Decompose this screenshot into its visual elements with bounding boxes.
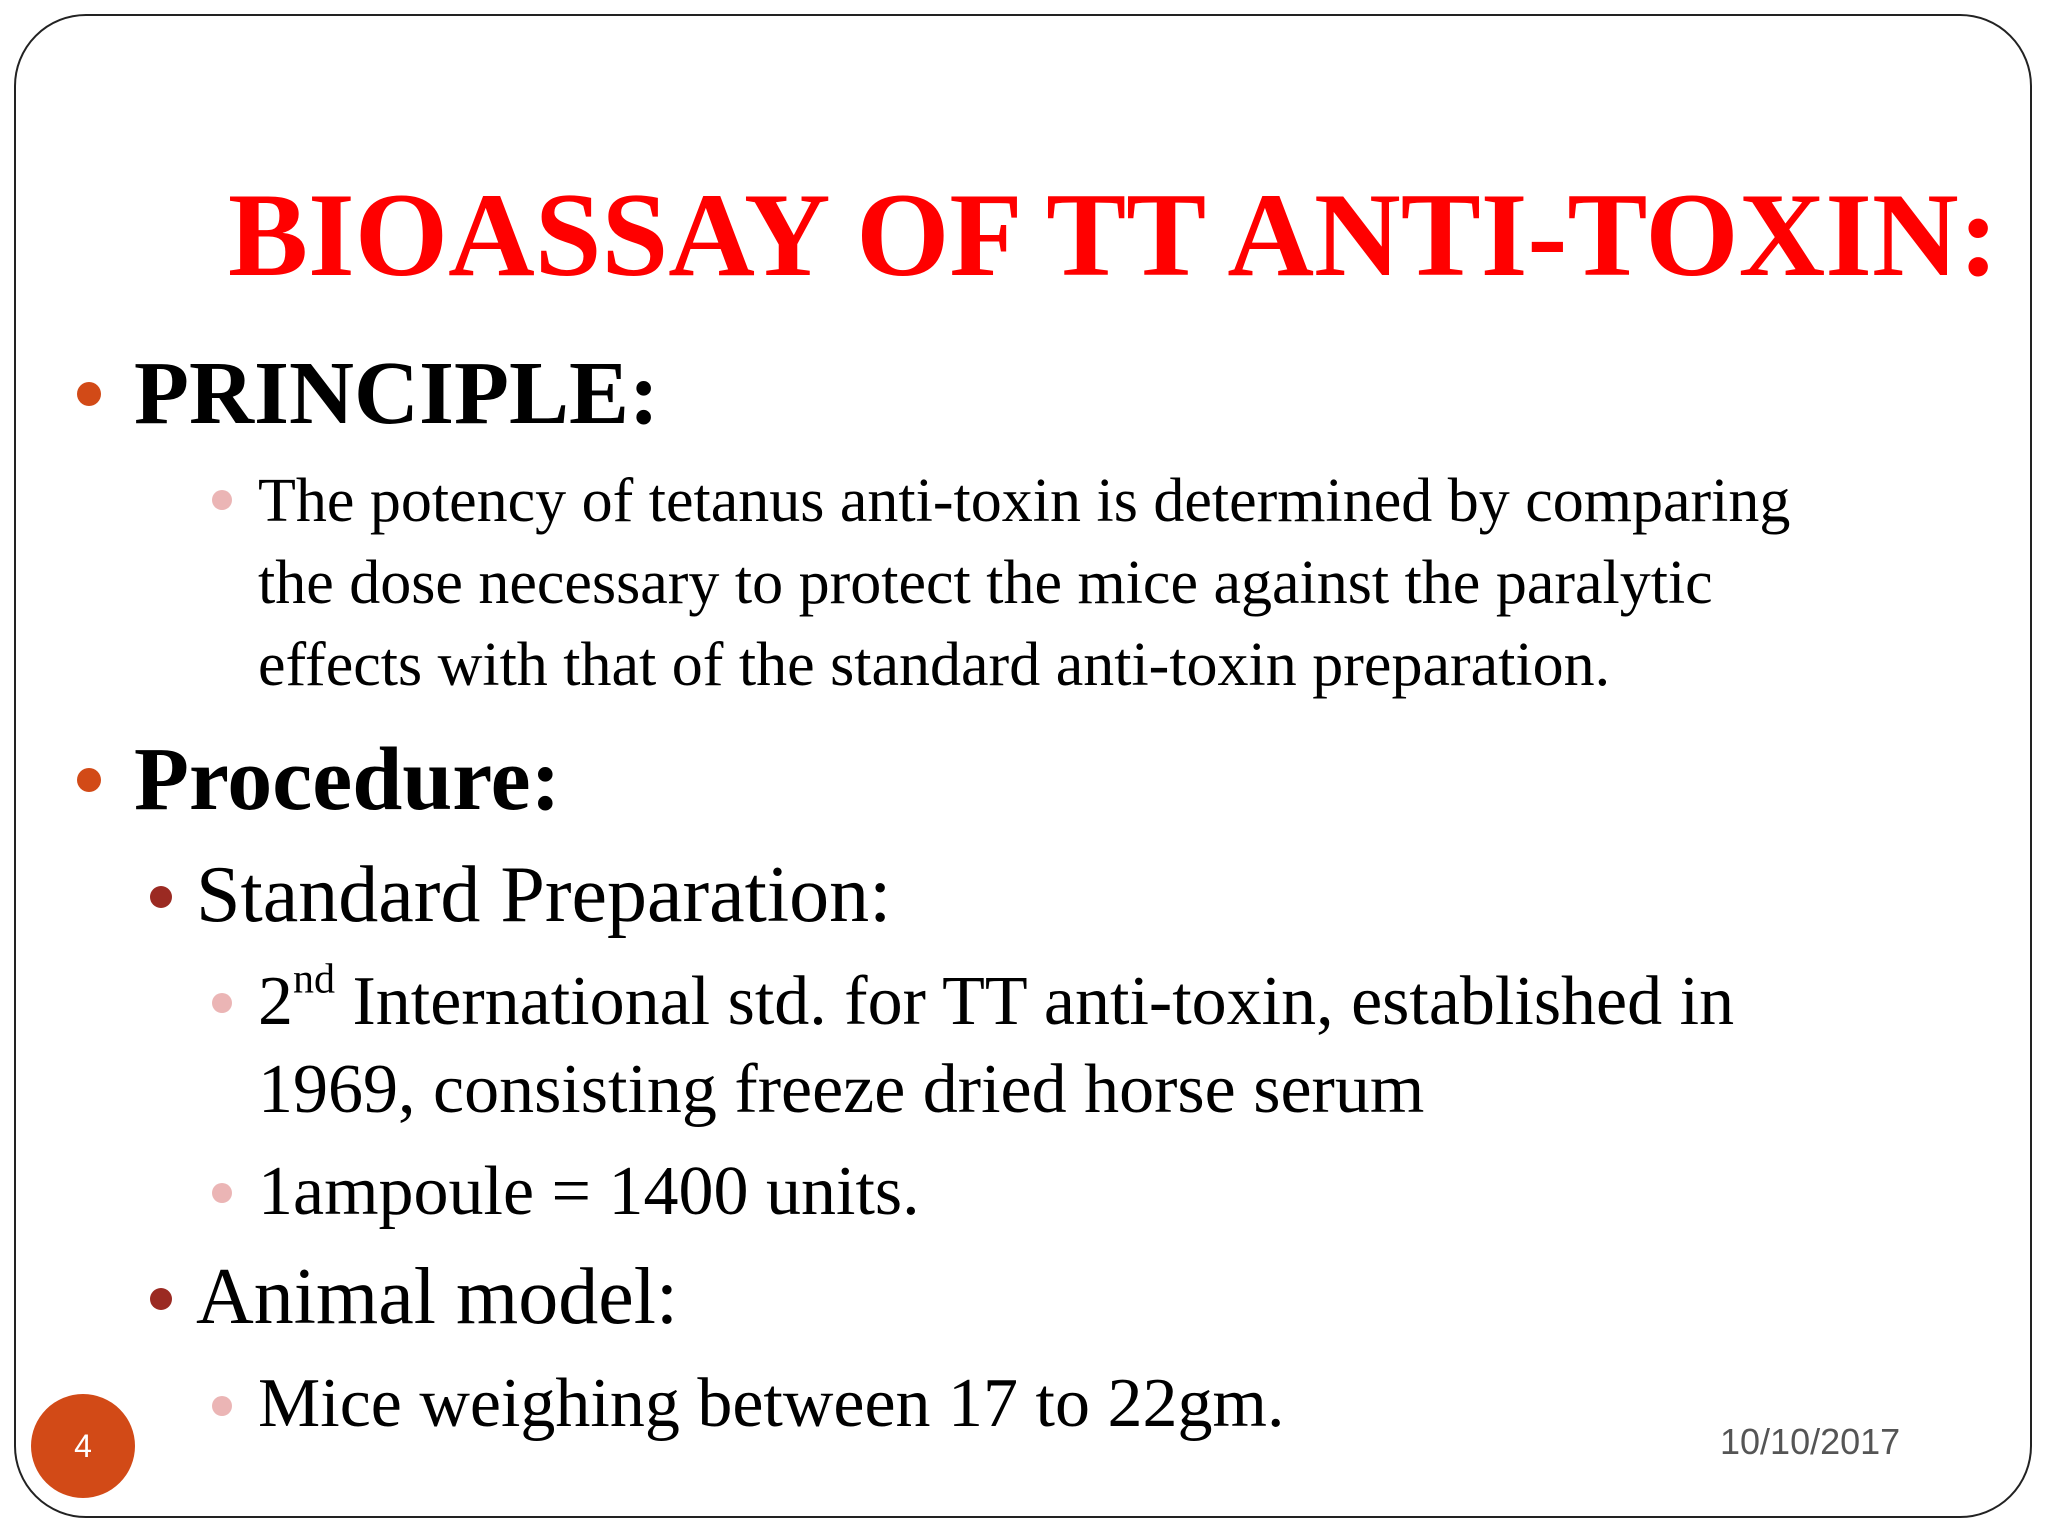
bullet-icon: [150, 1288, 172, 1310]
page-number-badge: 4: [31, 1394, 135, 1498]
slide-title: BIOASSAY OF TT ANTI-TOXIN:: [228, 168, 1999, 301]
slide-date: 10/10/2017: [1720, 1421, 1901, 1462]
procedure-heading: Procedure:: [134, 730, 561, 829]
standard-item-2: 1ampoule = 1400 units.: [258, 1153, 920, 1230]
principle-line-2: the dose necessary to protect the mice against the paralytic: [258, 549, 1713, 617]
bullet-icon: [212, 1183, 232, 1203]
principle-line-3: effects with that of the standard anti-toxin preparation.: [258, 631, 1611, 699]
standard-item-1-line-2: 1969, consisting freeze dried horse serum: [258, 1051, 1425, 1128]
bullet-icon: [77, 768, 101, 792]
bullet-icon: [212, 993, 232, 1013]
standard-preparation-heading: Standard Preparation:: [196, 851, 892, 939]
animal-model-heading: Animal model:: [196, 1253, 679, 1341]
bullet-icon: [212, 490, 232, 510]
animal-item-1: Mice weighing between 17 to 22gm.: [258, 1365, 1285, 1442]
bullet-icon: [77, 382, 101, 406]
bullet-icon: [212, 1396, 232, 1416]
bullet-icon: [150, 886, 172, 908]
principle-line-1: The potency of tetanus anti-toxin is determined by comparing: [258, 467, 1791, 535]
standard-item-1-line-1: 2nd International std. for TT anti-toxin, established in: [258, 956, 1735, 1040]
principle-heading: PRINCIPLE:: [134, 344, 660, 443]
